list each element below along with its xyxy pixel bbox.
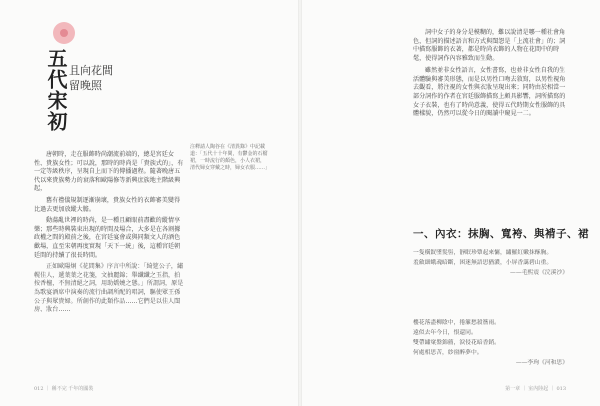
poem-line: 遠似去年今日，恨還同。: [413, 330, 477, 336]
section-heading: 一、內衣：抹胸、寬袴、與褙子、裙: [413, 228, 589, 240]
right-page-footer: 第一章 ｜ 室內陸起 ｜ 013: [505, 386, 566, 392]
left-page-footer: 012 ｜ 稱不完 千年的國裝: [34, 386, 94, 392]
right-body-text: [413, 29, 568, 122]
paragraph: 詞中女子的身分是模糊的，難以說清是哪一種社會角色，但詞的描述語言和方式與閨怨是「上流社會」的；詞中描寫服飾的衣著，都是時尚衣飾的人物在花間中的時髦，使得詞作內容雅致而生動。: [413, 29, 566, 63]
paragraph: 動蕩亂世裡的時尚，是一種且顧眼前盡歡的縱情享樂；那些時興裝束出現的時間及場合，大多是在各割據政權之間的殿前之後，在宮廷宴會或與同類文人的酒色歡場，直至宋朝再度實現「天下一統」後，這種宮廷朝廷間的持續了很長時間。: [34, 217, 181, 259]
right-page: [302, 0, 600, 406]
flower-emblem-icon: [53, 22, 75, 44]
paragraph: 雖然並非女性語言，女性書寫，也並非女性自我的生活體驗與審美形態，而是以男性口吻去敘寫，以男性視角去觀看，將注視的女性與衣妝呈現出來；同時由於相當一部分詞作的作者在宮廷服飾描寫上頗具影響，詞所描寫的女子衣裝，也有了時尚意義，使得五代時期女性服飾的具體樣貌，仍然可以從今日的閱讀中窺見一二。: [413, 66, 566, 118]
paragraph: 正如歐陽炯《花間集》序言中所說：「綺筵公子，繡幌佳人，遞葉葉之花箋，文抽麗錦；舉纖纖之玉指，拍按香檀，不無清絕之詞，用助嬌嬈之態。」所謂詞，原是為歌宴酒席中演奏的流行曲調所配的唱詞，驅使眾王孫公子與眾貴婦。所創作的此類作品……它們是以佳人閨房、妝台……: [34, 263, 184, 314]
poem-attribution: ——毛熙震《浣溪沙》: [510, 270, 568, 276]
poem-quote: [413, 318, 568, 368]
poem-line: 雙帶繡窠盤錦薦，淚侵花暗香銷。: [413, 340, 500, 346]
paragraph: 唐朝時，走在服飾時尚潮流前端的，總是宮廷女性、貴族女性；可以說，那時的時尚是「貴族式的」，有一定等級秩序，呈現自上而下的傳播過程。隨著晚唐五代以來貴族勢力的衰落和歐陽修等新興庶族地主階級興起，: [34, 151, 184, 193]
chapter-subtitle: 且向花間 留晚照: [69, 64, 113, 92]
poem-line: 一隻橫釵墜髮髻，靜眠珍簟起來慵，繡羅紅嫩抹酥胸。: [413, 250, 553, 256]
poem-quote: [413, 248, 568, 278]
left-body-text: [34, 151, 184, 318]
poem-line: 羞斂細蛾魂暗斷，困迷無語思猶濃，小屏香靄碧山重。: [413, 260, 553, 266]
paragraph: 舊有禮儀規制逐漸崩壞，貴族女性的衣飾審美變得比過去更加放縱大膽。: [34, 196, 181, 213]
side-note: 注釋請人陶谷在《清異錄》中記載道：「五代十十年間，有鬱金的石榴裙，一時流行的顏色，小人衣裙，清代婦女穿戴之時，婦女衣服……」: [190, 144, 271, 171]
poem-line: 何處相思苦，紗窗醉夢中。: [413, 350, 483, 356]
poem-line: 樓花落盡柳陰中，捲簾愁殺簷雨。: [413, 320, 500, 326]
chapter-title: 五代宋初: [44, 48, 68, 132]
poem-attribution: ——李珣《河和思》: [515, 360, 568, 366]
left-page: [0, 0, 298, 406]
